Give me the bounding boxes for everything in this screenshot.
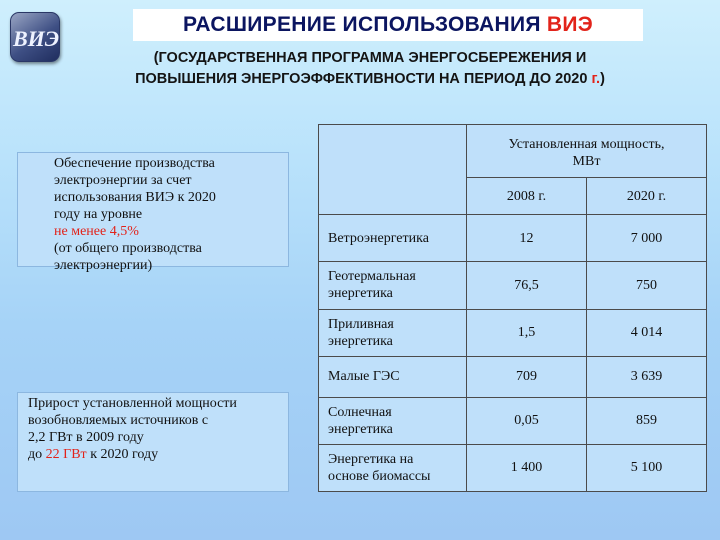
header-year-2020: 2020 г. bbox=[587, 178, 707, 215]
subtitle-line-1 bbox=[70, 48, 670, 69]
panel2-line: возобновляемых источников с bbox=[28, 413, 209, 428]
vie-logo-graphic bbox=[11, 13, 61, 63]
vie-logo-icon bbox=[10, 12, 60, 62]
table-header-row bbox=[319, 125, 707, 178]
header-capacity-line1: Установленная мощность, bbox=[508, 137, 665, 153]
header-capacity-line2: МВт bbox=[572, 154, 601, 170]
panel2-line-4-text: до bbox=[28, 447, 46, 462]
row-value-2020: 859 bbox=[587, 397, 707, 444]
panel1-line: (от общего производства bbox=[54, 241, 202, 256]
row-name bbox=[319, 215, 467, 262]
row-value-2020: 5 100 bbox=[587, 444, 707, 491]
row-value-2020: 750 bbox=[587, 262, 707, 309]
row-name-line1: Энергетика на bbox=[328, 451, 414, 467]
table-row bbox=[319, 397, 707, 444]
row-name-line1: Геотермальная bbox=[328, 269, 416, 285]
table-row bbox=[319, 262, 707, 309]
panel1-line: электроэнергии) bbox=[54, 258, 153, 273]
panel1-line: электроэнергии за счет bbox=[54, 173, 192, 188]
table-header-empty bbox=[319, 125, 467, 215]
row-name-line1: Ветроэнергетика bbox=[328, 230, 429, 246]
capacity-table bbox=[318, 124, 707, 492]
row-value-2008: 1,5 bbox=[467, 309, 587, 356]
row-name-line2: основе биомассы bbox=[328, 468, 431, 484]
header-year-2008: 2008 г. bbox=[467, 178, 587, 215]
table-row bbox=[319, 215, 707, 262]
panel1-highlight: не менее 4,5% bbox=[54, 224, 139, 239]
table-header-capacity bbox=[467, 125, 707, 178]
row-value-2008: 709 bbox=[467, 356, 587, 397]
row-name-line2: энергетика bbox=[328, 421, 393, 437]
panel2-line: Прирост установленной мощности bbox=[28, 396, 237, 411]
panel2-line-4 bbox=[28, 446, 278, 463]
row-name bbox=[319, 444, 467, 491]
row-value-2008: 1 400 bbox=[467, 444, 587, 491]
panel1-line: году на уровне bbox=[54, 207, 143, 222]
row-name bbox=[319, 309, 467, 356]
capacity-growth-panel bbox=[17, 392, 289, 492]
logo-caption: ВИЭ bbox=[12, 26, 60, 51]
page-subtitle bbox=[70, 48, 670, 90]
row-name bbox=[319, 397, 467, 444]
row-name bbox=[319, 262, 467, 309]
panel2-highlight: 22 ГВт bbox=[45, 447, 87, 462]
panel2-line: 2,2 ГВт в 2009 году bbox=[28, 430, 144, 445]
table-row bbox=[319, 444, 707, 491]
table-row bbox=[319, 309, 707, 356]
page-title bbox=[133, 9, 643, 41]
table-row bbox=[319, 356, 707, 397]
subtitle-line-2-text: ПОВЫШЕНИЯ ЭНЕРГОЭФФЕКТИВНОСТИ НА ПЕРИОД ДО 2020 bbox=[135, 71, 592, 87]
row-name-line2: энергетика bbox=[328, 333, 393, 349]
row-value-2008: 0,05 bbox=[467, 397, 587, 444]
page-title-accent: ВИЭ bbox=[546, 13, 594, 36]
row-value-2020: 3 639 bbox=[587, 356, 707, 397]
panel1-line: Обеспечение производства bbox=[54, 156, 215, 171]
renewables-share-panel bbox=[17, 152, 289, 273]
row-name bbox=[319, 356, 467, 397]
row-name-line2: энергетика bbox=[328, 286, 393, 302]
panel1-line: использования ВИЭ к 2020 bbox=[54, 190, 216, 205]
subtitle-line-2 bbox=[70, 69, 670, 90]
row-name-line1: Солнечная bbox=[328, 404, 392, 420]
panel2-line-4-tail: к 2020 году bbox=[86, 447, 159, 462]
row-value-2008: 12 bbox=[467, 215, 587, 262]
row-value-2008: 76,5 bbox=[467, 262, 587, 309]
page-title-main: РАСШИРЕНИЕ ИСПОЛЬЗОВАНИЯ bbox=[182, 13, 547, 36]
row-name-line1: Малые ГЭС bbox=[328, 369, 400, 385]
subtitle-line-2-accent: г. bbox=[591, 71, 601, 87]
row-value-2020: 7 000 bbox=[587, 215, 707, 262]
row-value-2020: 4 014 bbox=[587, 309, 707, 356]
subtitle-line-1-text: (ГОСУДАРСТВЕННАЯ ПРОГРАММА ЭНЕРГОСБЕРЕЖЕНИЯ И bbox=[153, 50, 587, 66]
row-name-line1: Приливная bbox=[328, 316, 394, 332]
subtitle-line-2-close: ) bbox=[600, 71, 605, 87]
